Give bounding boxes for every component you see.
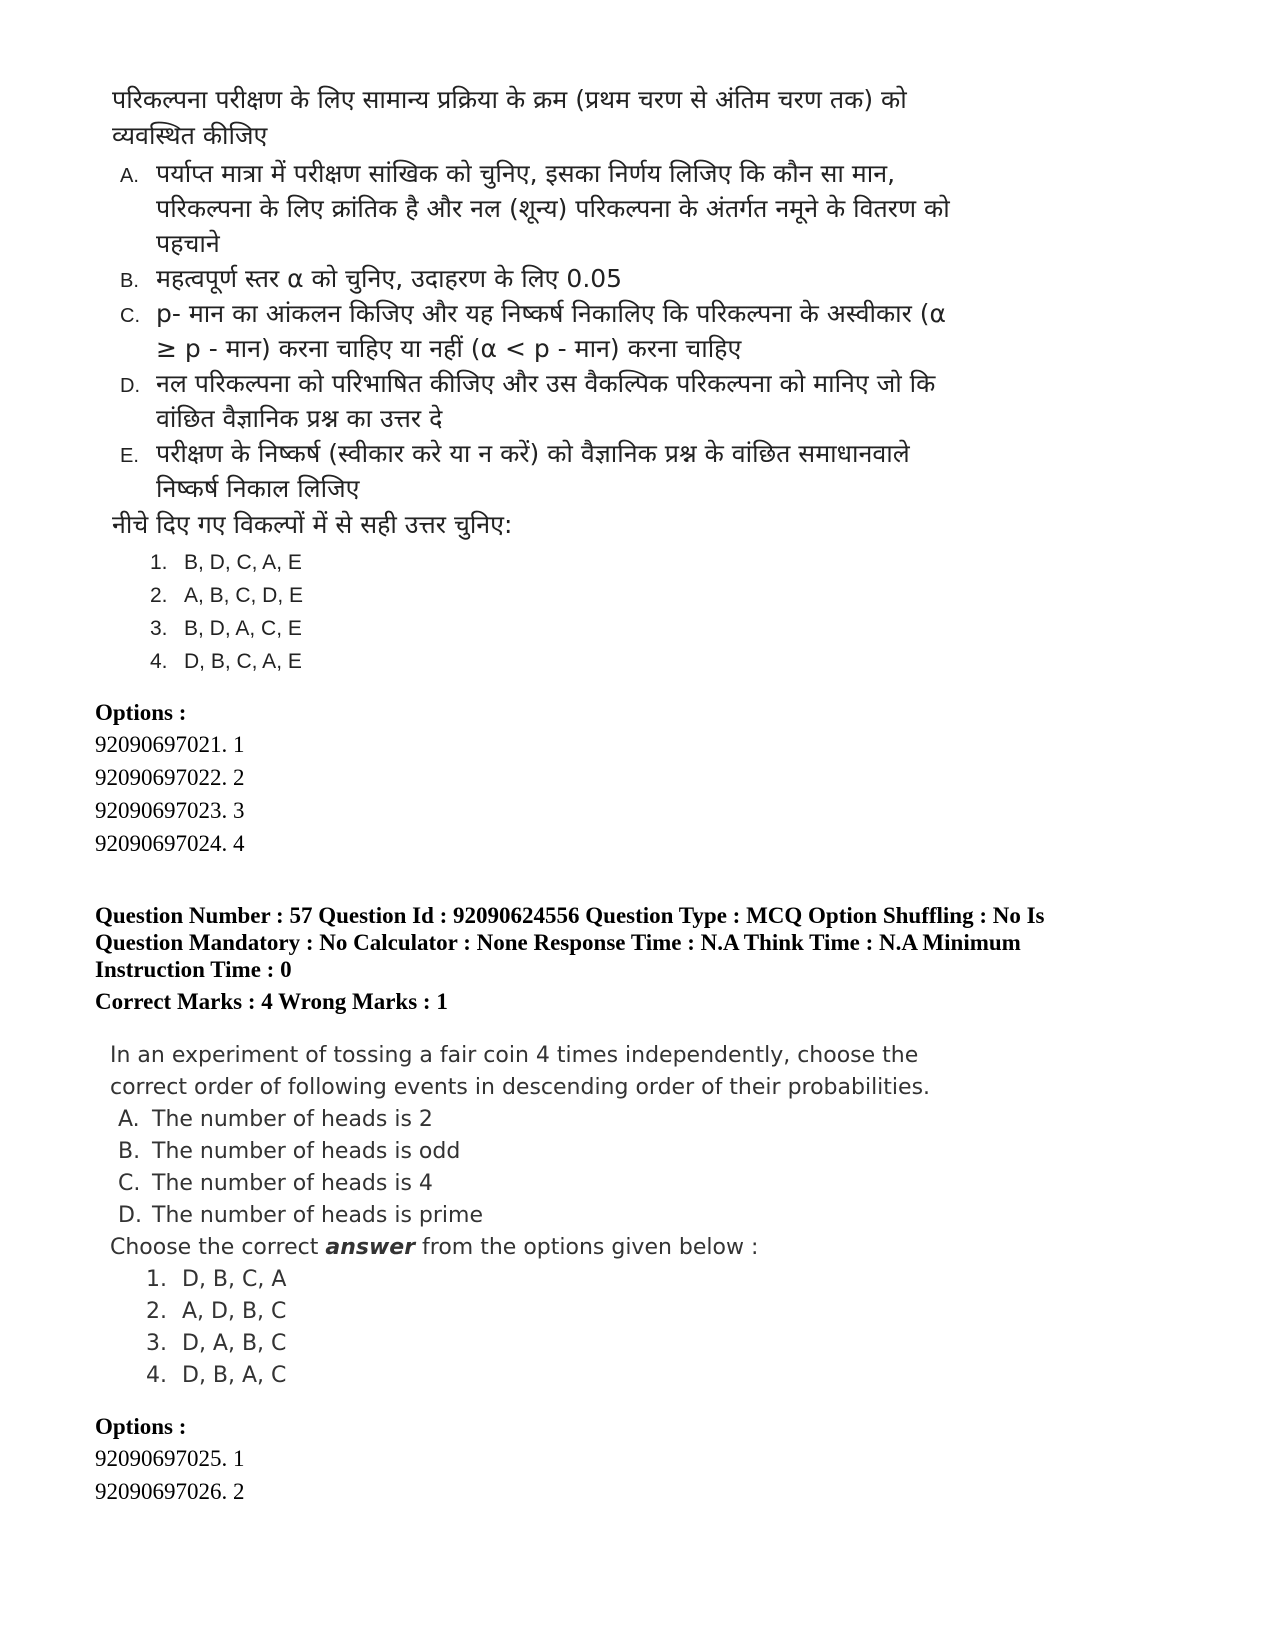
prompt-text: Choose the correct bbox=[110, 1235, 326, 1260]
option-item: 92090697021. 1 bbox=[95, 732, 245, 757]
answer-choice-2 bbox=[146, 1296, 970, 1328]
event-text: The number of heads is odd bbox=[152, 1139, 461, 1164]
choice-number: 1. bbox=[150, 551, 168, 574]
metadata-line: Instruction Time : 0 bbox=[95, 957, 292, 982]
question-stem: परिकल्पना परीक्षण के लिए सामान्य प्रक्रिया के क्रम (प्रथम चरण से अंतिम चरण तक) को व्यवस्थित कीजिए bbox=[112, 85, 907, 150]
statement-text: पर्याप्त मात्रा में परीक्षण सांखिक को चुनिए, इसका निर्णय लिजिए कि कौन सा मान, परिकल्पना के लिए क्रांतिक है और नल (शून्य) परिकल्पना के अंतर्गत नमूने के वितरण को पहचाने bbox=[156, 159, 950, 258]
answer-prompt bbox=[110, 1232, 970, 1264]
statement-letter: C. bbox=[120, 305, 140, 327]
event-text: The number of heads is 4 bbox=[152, 1171, 433, 1196]
answer-choice-1 bbox=[150, 546, 972, 579]
options-title: Options : bbox=[95, 700, 187, 725]
answer-prompt: नीचे दिए गए विकल्पों में से सही उत्तर चुनिए: bbox=[112, 510, 513, 539]
answer-choice-4 bbox=[150, 645, 972, 678]
question-57-content bbox=[110, 1040, 970, 1392]
event-letter: D. bbox=[118, 1203, 142, 1228]
statement-text: परीक्षण के निष्कर्ष (स्वीकार करे या न करें) को वैज्ञानिक प्रश्न के वांछित समाधानवाले निष्कर्ष निकाल लिजिए bbox=[156, 439, 910, 503]
statement-text: महत्वपूर्ण स्तर α को चुनिए, उदाहरण के लिए 0.05 bbox=[156, 264, 623, 293]
statement-c bbox=[112, 296, 972, 366]
choice-text: D, B, C, A bbox=[182, 1267, 287, 1292]
choice-text: D, B, C, A, E bbox=[184, 650, 302, 673]
statement-e bbox=[112, 436, 972, 506]
choice-number: 3. bbox=[150, 617, 168, 640]
choice-text: A, D, B, C bbox=[182, 1299, 287, 1324]
answer-choice-4 bbox=[146, 1360, 970, 1392]
event-letter: C. bbox=[118, 1171, 141, 1196]
statement-letter: A. bbox=[120, 165, 139, 187]
choice-number: 2. bbox=[146, 1299, 167, 1324]
choice-text: D, A, B, C bbox=[182, 1331, 287, 1356]
statement-a bbox=[112, 156, 972, 261]
answer-choice-3 bbox=[146, 1328, 970, 1360]
event-b bbox=[110, 1136, 970, 1168]
choice-text: A, B, C, D, E bbox=[184, 584, 304, 607]
choice-number: 1. bbox=[146, 1267, 167, 1292]
option-item: 92090697026. 2 bbox=[95, 1479, 245, 1504]
event-text: The number of heads is prime bbox=[152, 1203, 483, 1228]
statement-d bbox=[112, 366, 972, 436]
prompt-text: from the options given below : bbox=[415, 1235, 759, 1260]
marks-line: Correct Marks : 4 Wrong Marks : 1 bbox=[95, 989, 448, 1014]
choice-text: B, D, A, C, E bbox=[184, 617, 302, 640]
choice-text: B, D, C, A, E bbox=[184, 551, 302, 574]
options-block-56 bbox=[95, 698, 245, 860]
statement-letter: E. bbox=[120, 445, 139, 467]
answer-choice-2 bbox=[150, 579, 972, 612]
option-item: 92090697023. 3 bbox=[95, 798, 245, 823]
statement-b bbox=[112, 261, 972, 296]
prompt-emphasis: answer bbox=[325, 1235, 416, 1260]
answer-choices bbox=[110, 1264, 970, 1392]
statement-letter: B. bbox=[120, 270, 139, 292]
answer-choice-1 bbox=[146, 1264, 970, 1296]
answer-choice-3 bbox=[150, 612, 972, 645]
option-item: 92090697022. 2 bbox=[95, 765, 245, 790]
question-stem-line: In an experiment of tossing a fair coin 4 times independently, choose the bbox=[110, 1043, 919, 1068]
question-56-content bbox=[112, 82, 972, 678]
metadata-line: Question Number : 57 Question Id : 92090624556 Question Type : MCQ Option Shuffling : No Is bbox=[95, 903, 1045, 928]
choice-number: 4. bbox=[150, 650, 168, 673]
event-d bbox=[110, 1200, 970, 1232]
event-c bbox=[110, 1168, 970, 1200]
options-block-57 bbox=[95, 1412, 245, 1508]
metadata-line: Question Mandatory : No Calculator : None Response Time : N.A Think Time : N.A Minimum bbox=[95, 930, 1021, 955]
choice-number: 4. bbox=[146, 1363, 167, 1388]
choice-number: 3. bbox=[146, 1331, 167, 1356]
question-stem-line: correct order of following events in descending order of their probabilities. bbox=[110, 1075, 931, 1100]
event-a bbox=[110, 1104, 970, 1136]
statement-text: p- मान का आंकलन किजिए और यह निष्कर्ष निकालिए कि परिकल्पना के अस्वीकार (α ≥ p - मान) करना चाहिए या नहीं (α < p - मान) करना चाहिए bbox=[156, 299, 947, 363]
choice-number: 2. bbox=[150, 584, 168, 607]
question-57-metadata bbox=[95, 902, 1195, 1015]
answer-choices bbox=[112, 546, 972, 678]
event-letter: B. bbox=[118, 1139, 141, 1164]
option-item: 92090697025. 1 bbox=[95, 1446, 245, 1471]
statement-text: नल परिकल्पना को परिभाषित कीजिए और उस वैकल्पिक परिकल्पना को मानिए जो कि वांछित वैज्ञानिक प्रश्न का उत्तर दे bbox=[156, 369, 936, 433]
options-title: Options : bbox=[95, 1414, 187, 1439]
option-item: 92090697024. 4 bbox=[95, 831, 245, 856]
event-text: The number of heads is 2 bbox=[152, 1107, 433, 1132]
choice-text: D, B, A, C bbox=[182, 1363, 287, 1388]
event-letter: A. bbox=[118, 1107, 140, 1132]
statement-letter: D. bbox=[120, 375, 140, 397]
